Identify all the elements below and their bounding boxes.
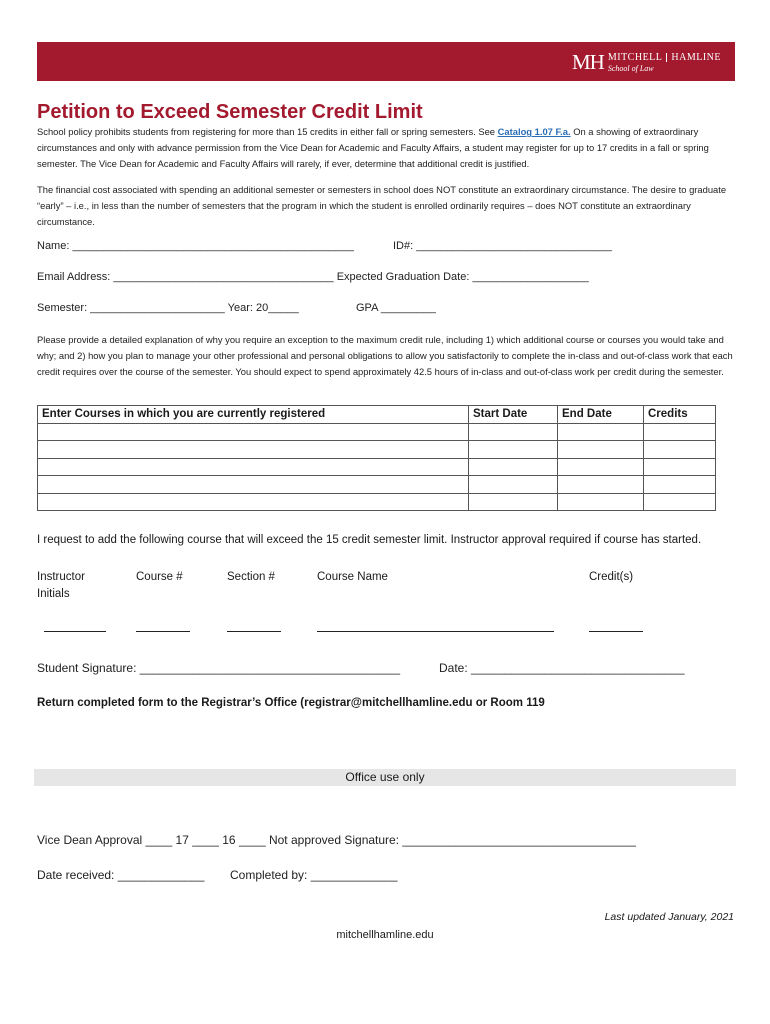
logo-name-right: HAMLINE [671,51,721,63]
section-header: Section # [227,571,275,583]
return-instructions: Return completed form to the Registrar’s Office (registrar@mitchellhamline.edu or Room 119 [37,697,545,709]
course-cell[interactable] [38,476,469,494]
initials-label: Initials [37,588,70,600]
explanation-instructions: Please provide a detailed explanation of why you require an exception to the maximum credit rule, including 1) which additional course or courses you would take and why; and 2) how you plan to manage your other professional and personal obligations to allow you satisfactorily to complete the in-class and out-of-class work that each credit requires over the course of the semester. You should expect to spend approximately 42.5 hours of in-class and out-of-class work per credit during the semester. [37,334,733,377]
semester-year-field[interactable]: Semester: ______________________ Year: 20_____ [37,302,299,314]
policy-text-start: School policy prohibits students from registering for more than 15 credits in either fall or spring semesters. See [37,126,498,137]
logo-subtitle: School of Law [607,63,654,73]
credits-cell[interactable] [644,441,716,459]
section-blank[interactable] [227,630,281,632]
start-date-cell[interactable] [469,493,558,511]
footer-url: mitchellhamline.edu [336,929,434,941]
logo-mark: MH [572,50,604,74]
policy-text-end: On a showing of extraordinary circumstances and only with advance permission from the Vice Dean for Academic and Faculty Affairs, a student may register for up to 17 credits in a fall or spring semester. The Vice Dean for Academic and Faculty Affairs will rarely, if ever, determine that additional credit is justified. [37,126,709,169]
course-number-blank[interactable] [136,630,190,632]
credits-header: Credit(s) [589,571,634,583]
table-row[interactable] [38,441,716,459]
table-row[interactable] [38,423,716,441]
vice-dean-approval-line[interactable]: Vice Dean Approval ____ 17 ____ 16 ____ Not approved Signature: ___________________________________ [37,833,636,847]
end-date-cell[interactable] [558,458,644,476]
start-date-cell[interactable] [469,423,558,441]
course-cell[interactable] [38,423,469,441]
start-date-cell[interactable] [469,476,558,494]
end-date-cell[interactable] [558,476,644,494]
instructor-initials-blank[interactable] [44,630,106,632]
header-courses: Enter Courses in which you are currently registered [38,406,469,424]
header-credits: Credits [644,406,716,424]
end-date-cell[interactable] [558,441,644,459]
signature-date-field[interactable]: Date: ________________________________ [439,661,685,675]
instructor-label: Instructor [37,571,85,583]
id-field[interactable]: ID#: ________________________________ [393,240,612,252]
credits-cell[interactable] [644,476,716,494]
header-end-date: End Date [558,406,644,424]
course-cell[interactable] [38,458,469,476]
date-received-field[interactable]: Date received: _____________ [37,868,205,882]
end-date-cell[interactable] [558,423,644,441]
header-start-date: Start Date [469,406,558,424]
policy-paragraph-1 [37,124,737,172]
page-title: Petition to Exceed Semester Credit Limit [37,101,423,123]
gpa-field[interactable]: GPA _________ [356,302,436,314]
completed-by-field[interactable]: Completed by: _____________ [230,868,398,882]
course-name-blank[interactable] [317,630,554,632]
end-date-cell[interactable] [558,493,644,511]
logo-divider [666,53,667,62]
table-row[interactable] [38,493,716,511]
office-use-bar: Office use only [34,769,736,786]
credits-cell[interactable] [644,458,716,476]
catalog-link[interactable]: Catalog 1.07 F.a. [497,126,571,137]
credits-cell[interactable] [644,423,716,441]
mitchell-hamline-logo [572,50,721,75]
course-cell[interactable] [38,493,469,511]
name-field[interactable]: Name: ______________________________________________ [37,240,354,252]
table-row[interactable] [38,476,716,494]
current-courses-table [37,405,716,511]
student-signature-field[interactable]: Student Signature: _______________________________________ [37,661,401,675]
credits-cell[interactable] [644,493,716,511]
course-number-header: Course # [136,571,183,583]
start-date-cell[interactable] [469,458,558,476]
table-row[interactable] [38,458,716,476]
email-graduation-field[interactable]: Email Address: ____________________________________ Expected Graduation Date: ___________________ [37,271,589,283]
course-request-statement: I request to add the following course that will exceed the 15 credit semester limit. Instructor approval required if course has started. [37,534,702,546]
policy-paragraph-2: The financial cost associated with spending an additional semester or semesters in school does NOT constitute an extraordinary circumstance. The desire to graduate “early” – i.e., in less than the number of semesters that the program in which the student is enrolled ordinarily requires – does NOT constitute an extraordinary circumstance. [37,184,727,227]
credits-blank[interactable] [589,630,643,632]
course-name-header: Course Name [317,571,388,583]
last-updated-note: Last updated January, 2021 [604,911,734,923]
table-header-row [38,406,716,424]
start-date-cell[interactable] [469,441,558,459]
logo-name-left: MITCHELL [607,51,663,63]
instructor-header [37,569,85,603]
course-cell[interactable] [38,441,469,459]
header-banner [37,42,735,81]
